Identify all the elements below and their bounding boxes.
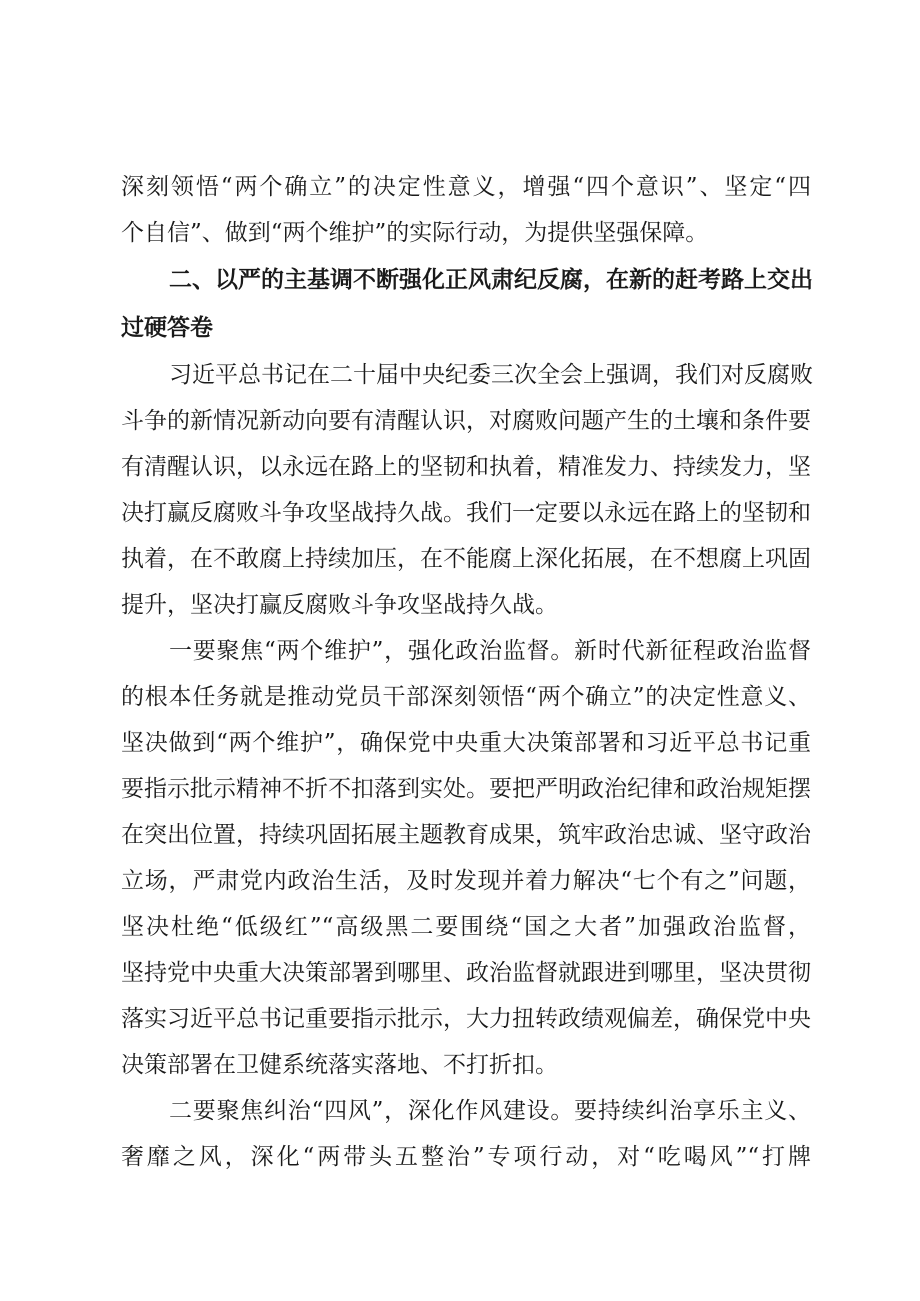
text-line: 坚持党中央重大决策部署到哪里、政治监督就跟进到哪里，坚决贯彻 xyxy=(121,960,811,986)
text-line: 个自信”、做到“两个维护”的实际行动，为提供坚强保障。 xyxy=(121,220,709,246)
text-line: 提升，坚决打赢反腐败斗争攻坚战持久战。 xyxy=(121,592,558,618)
text-line: 斗争的新情况新动向要有清醒认识，对腐败问题产生的土壤和条件要 xyxy=(121,408,811,434)
text-line: 在突出位置，持续巩固拓展主题教育成果，筑牢政治忠诚、坚守政治 xyxy=(121,822,811,848)
text-line: 深刻领悟“两个确立”的决定性意义，增强“四个意识”、坚定“四 xyxy=(121,174,811,200)
paragraph-3 xyxy=(121,1088,811,1180)
text-line: 落实习近平总书记重要指示批示，大力扭转政绩观偏差，确保党中央 xyxy=(121,1006,811,1032)
text-line: 有清醒认识，以永远在路上的坚韧和执着，精准发力、持续发力，坚 xyxy=(121,454,811,480)
text-line: 执着，在不敢腐上持续加压，在不能腐上深化拓展，在不想腐上巩固 xyxy=(121,546,811,572)
heading-line: 过硬答卷 xyxy=(121,315,213,341)
text-line: 坚决杜绝“低级红”“高级黑二要围绕“国之大者”加强政治监督， xyxy=(121,914,811,940)
text-line: 决打赢反腐败斗争攻坚战持久战。我们一定要以永远在路上的坚韧和 xyxy=(121,500,811,526)
text-line: 决策部署在卫健系统落实落地、不打折扣。 xyxy=(121,1052,558,1078)
text-line: 的根本任务就是推动党员干部深刻领悟“两个确立”的决定性意义、 xyxy=(121,684,811,710)
text-line: 坚决做到“两个维护”，确保党中央重大决策部署和习近平总书记重 xyxy=(121,730,811,756)
paragraph-continuation xyxy=(121,164,811,256)
text-line: 立场，严肃党内政治生活，及时发现并着力解决“七个有之”问题， xyxy=(121,868,811,894)
paragraph-2 xyxy=(121,628,811,1088)
text-line: 奢靡之风，深化“两带头五整治”专项行动，对“吃喝风”“打牌 xyxy=(121,1144,811,1170)
text-line: 二要聚焦纠治“四风”，深化作风建设。要持续纠治享乐主义、 xyxy=(169,1098,811,1124)
text-line: 习近平总书记在二十届中央纪委三次全会上强调，我们对反腐败 xyxy=(169,362,813,388)
heading-line: 二、以严的主基调不断强化正风肃纪反腐，在新的赶考路上交出 xyxy=(169,267,813,293)
section-heading xyxy=(121,256,811,352)
document-body xyxy=(121,164,811,1180)
text-line: 要指示批示精神不折不扣落到实处。要把严明政治纪律和政治规矩摆 xyxy=(121,776,811,802)
paragraph-1 xyxy=(121,352,811,628)
text-line: 一要聚焦“两个维护”，强化政治监督。新时代新征程政治监督 xyxy=(169,638,811,664)
